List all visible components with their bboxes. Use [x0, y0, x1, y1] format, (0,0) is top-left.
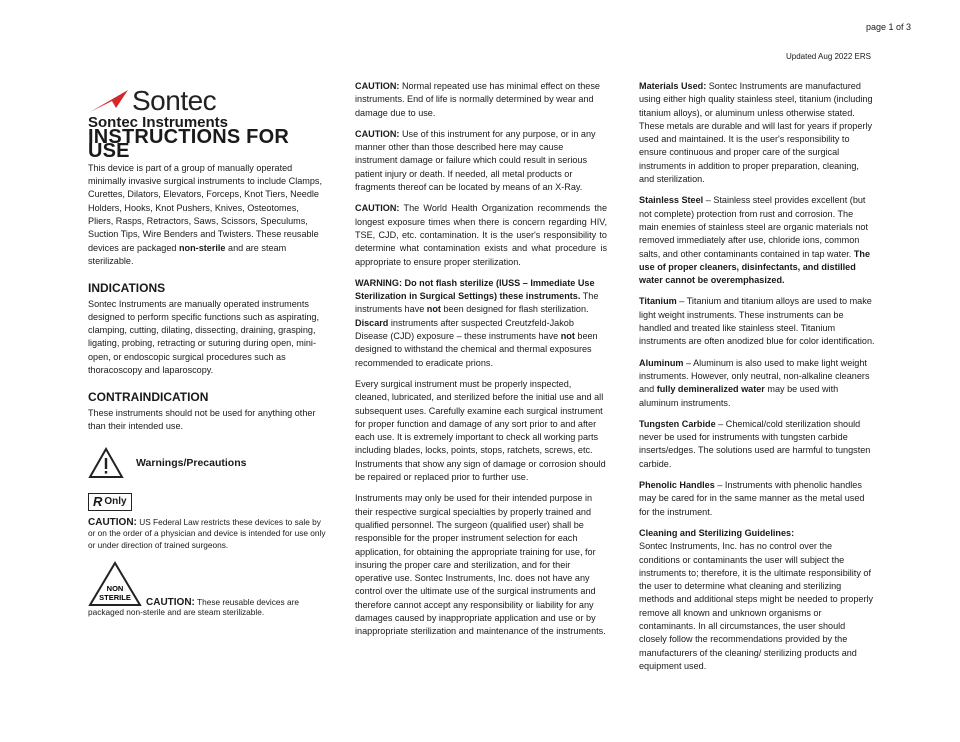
phenolic-handles: Phenolic Handles – Instruments with phenolic handles may be cared for in the same manner as the metal used for the instrument. [639, 480, 865, 517]
caution-federal-law: CAUTION: US Federal Law restricts these devices to sale by or on the order of a physician and device is intended for use only or under direction of trained surgeons. [88, 516, 326, 550]
materials-used: Materials Used: Sontec Instruments are manufactured using either high quality stainless steel, titanium (including titanium alloys), or aluminum unless otherwise stated. These metals are durable and will last for years if properly used and maintained. It is the user's responsibility to ensure continuous and proper care of the surgical instruments in addition to proper preparation, cleaning, and sterilization. [639, 81, 873, 185]
titanium: Titanium – Titanium and titanium alloys are used to make light weight instruments. These instruments can be handled and treated like stainless steel. Titanium instruments are often anodized blue for color identification. [639, 296, 875, 347]
warning-triangle-icon [88, 447, 124, 479]
column-right [639, 80, 875, 681]
document-title: INSTRUCTIONS FOR USE [88, 126, 289, 162]
logo-text: Sontec [132, 85, 217, 117]
company-name: Sontec Instruments [88, 114, 229, 131]
updated-date: Updated Aug 2022 ERS [786, 52, 871, 61]
cleaning-heading: Cleaning and Sterilizing Guidelines: [639, 527, 795, 538]
non-sterile-icon [88, 561, 142, 607]
rx-only-symbol: R Only [88, 493, 132, 510]
svg-text:STERILE: STERILE [99, 593, 131, 603]
indications-text: Sontec Instruments are manually operated instruments designed to perform specific functions such as aspirating, clamping, cutting, dilating, dissecting, draining, grasping, ligating, probing, retracting or suturing during open, mini-open, or endoscopic surgical procedures such as thoracoscopy and laparoscopy. [88, 298, 320, 376]
cleaning-text: Sontec Instruments, Inc. has no control over the conditions or contaminants the user will subject the instruments to; therefore, it is the ultimate responsibility of the user to determine what cleaning and sterilizing methods and additional steps might be needed to properly remove all known and unknown organisms or contaminants. In all circumstances, the user should closely follow the recommendations provided by the manufacturers of the cleaning/ sterilizing products and equipment used. [639, 541, 874, 671]
column-left [88, 80, 326, 619]
column-middle [355, 80, 607, 647]
caution-misuse: CAUTION: Use of this instrument for any purpose, or in any manner other than those described here may cause instrument damage or failure which could result in serious patient injury or death. If needed, all metal products or fragments thereof can be located by means of an X-Ray. [355, 128, 596, 193]
contraindication-heading: CONTRAINDICATION [88, 390, 209, 405]
non-sterile-row [88, 561, 326, 607]
sontec-logo [88, 84, 326, 118]
intended-purpose-paragraph: Instruments may only be used for their intended purpose in their respective surgical specialties by properly trained and qualified personnel. The surgeon (qualified user) shall be responsible for the proper instrument selection for each application, for obtaining the appropriate training for use, for insuring the proper care and sterilization, and for their operative use. Sontec Instruments, Inc. does not have any control over the ultimate use of the surgical instruments and therefore cannot accept any responsibility or liability for any damages caused by inappropriate application and use or by inappropriate sterilization and maintenance of the instruments. [355, 493, 606, 637]
caution-who: CAUTION: The World Health Organization recommends the longest exposure times when there is concern regarding HIV, TSE, CJD, etc. contamination. It is the user's responsibility to determine what contamination exists and what procedure is appropriate to ensure proper sterilization. [355, 203, 607, 267]
svg-text:NON: NON [106, 584, 124, 594]
tungsten-carbide: Tungsten Carbide – Chemical/cold sterilization should never be used for instruments with tungsten carbide inserts/edges. The solutions used are harmful to tungsten carbide. [639, 418, 871, 469]
stainless-steel: Stainless Steel – Stainless steel provides excellent (but not complete) protection from rust and corrosion. The main enemies of stainless steel are organic materials not removed immediately after use, chloride ions, common salts, and other contaminants contained in tap water. The use of proper cleaners, disinfectants, and distilled water cannot be overemphasized. [639, 195, 871, 286]
inspection-paragraph: Every surgical instrument must be properly inspected, cleaned, lubricated, and sterilized before the initial use and all subsequent uses. Carefully examine each surgical instrument for proper function and damage of any sort prior to and after each use. It is extremely important to check all working parts including blades, locks, points, stops, ratchets, screws, etc. Instruments that show any sign of damage or corrosion should be repaired or replaced prior to further use. [355, 378, 606, 483]
page-number: page 1 of 3 [866, 22, 912, 32]
warning-flash-sterilize: WARNING: Do not flash sterilize (IUSS – Immediate Use Sterilization in Surgical Settings) these instruments. The instruments have not been designed for flash sterilization. Discard instruments after suspected Creutzfeld-Jakob Disease (CJD) exposure – these instruments have not been designed to withstand the chemical and thermal exposures recommended to eradicate prions. [355, 277, 599, 368]
warnings-row [88, 447, 326, 479]
intro-paragraph: This device is part of a group of manually operated minimally invasive surgical instruments to include Clamps, Curettes, Dilators, Elevators, Forceps, Knot Tiers, Needle Holders, Hooks, Knot Pushers, Knives, Osteotomes, Pliers, Rasps, Retractors, Saws, Scissors, Speculums, Suction Tips, Wire Benders and Twisters. These reusable devices are packaged non-sterile and are steam sterilizable. [88, 162, 322, 266]
caution-non-sterile: CAUTION: These reusable devices are [146, 596, 299, 608]
logo-swoosh-icon [88, 88, 130, 114]
aluminum: Aluminum – Aluminum is also used to make light weight instruments. However, only neutral, non-alkaline cleaners and fully demineralized water may be used with aluminum instruments. [639, 357, 870, 408]
caution-non-sterile-cont: packaged non-sterile and are steam sterilizable. [88, 607, 265, 618]
rx-icon: R [93, 494, 103, 510]
warnings-label: Warnings/Precautions [136, 456, 247, 469]
contraindication-text: These instruments should not be used for anything other than their intended use. [88, 407, 316, 431]
indications-heading: INDICATIONS [88, 281, 166, 296]
caution-repeated-use: CAUTION: Normal repeated use has minimal effect on these instruments. End of life is normally determined by wear and damage due to use. [355, 81, 600, 118]
